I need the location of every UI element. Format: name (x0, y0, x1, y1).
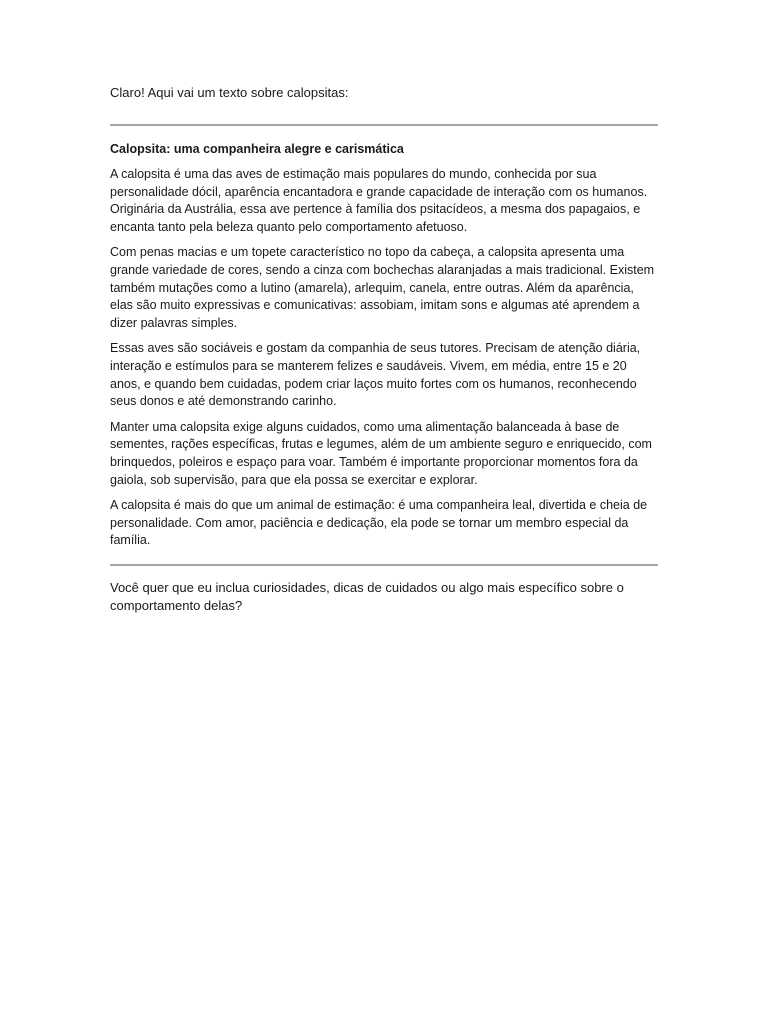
article (110, 140, 658, 550)
intro-text: Claro! Aqui vai um texto sobre calopsitas: (110, 85, 349, 100)
article-paragraph: A calopsita é uma das aves de estimação mais populares do mundo, conhecida por sua personalidade dócil, aparência encantadora e grande capacidade de interação com os humanos. Originária da Austrália, essa ave pertence à família dos psitacídeos, a mesma dos papagaios, e encanta tanto pela beleza quanto pelo comportamento afetuoso. (110, 167, 648, 234)
outro-question: Você quer que eu inclua curiosidades, dicas de cuidados ou algo mais específico sobre o comportamento delas? (110, 579, 624, 613)
bottom-divider (110, 564, 658, 566)
article-paragraph: Essas aves são sociáveis e gostam da companhia de seus tutores. Precisam de atenção diária, interação e estímulos para se manterem felizes e saudáveis. Vivem, em média, entre 15 e 20 anos, e quando bem cuidadas, podem criar laços muito fortes com os humanos, reconhecendo seus donos e até demonstrando carinho. (110, 341, 641, 409)
article-paragraph: A calopsita é mais do que um animal de estimação: é uma companheira leal, divertida e cheia de personalidade. Com amor, paciência e dedicação, ela pode se tornar um membro especial da família. (110, 498, 648, 548)
top-divider (110, 124, 658, 126)
article-paragraph: Com penas macias e um topete característico no topo da cabeça, a calopsita apresenta uma grande variedade de cores, sendo a cinza com bochechas alaranjadas a mais tradicional. Existem também mutações como a lutino (amarela), arlequim, canela, entre outras. Além da aparência, elas são muito expressivas e comunicativas: assobiam, imitam sons e algumas até aprendem a dizer palavras simples. (110, 245, 655, 330)
article-paragraph: Manter uma calopsita exige alguns cuidados, como uma alimentação balanceada à base de sementes, rações específicas, frutas e legumes, além de um ambiente seguro e enriquecido, com brinquedos, poleiros e espaço para voar. Também é importante proporcionar momentos fora da gaiola, sob supervisão, para que ela possa se exercitar e explorar. (110, 419, 652, 487)
article-title: Calopsita: uma companheira alegre e carismática (110, 142, 404, 156)
document-page (110, 84, 658, 615)
